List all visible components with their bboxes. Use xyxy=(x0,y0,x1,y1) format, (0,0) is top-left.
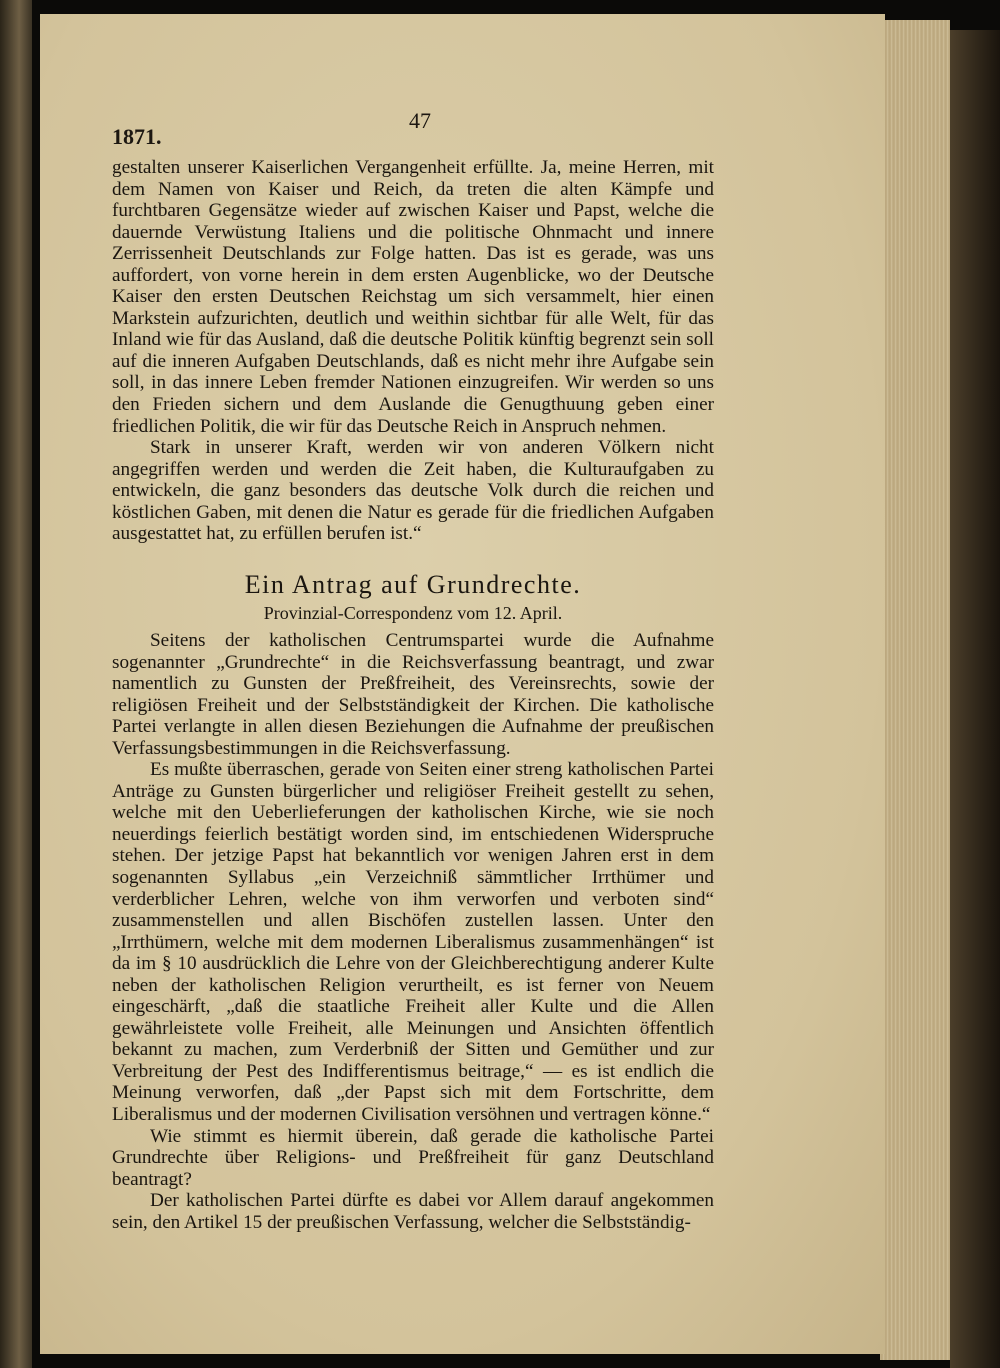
paragraph: gestalten unserer Kaiserlichen Vergangenheit erfüllte. Ja, meine Herren, mit dem Namen von Kaiser und Reich, da treten die alten Kämpfe und furchtbaren Gegensätze wieder auf zwischen Kaiser und Papst, welche die dauernde Verwüstung Italiens und die politische Ohnmacht und innere Zerrissenheit Deutschlands zur Folge hatten. Das ist es gerade, was uns auffordert, von vorne herein in dem ersten Augenblicke, wo der Deutsche Kaiser den ersten Deutschen Reichstag um sich versammelt, hier einen Markstein aufzurichten, deutlich und weithin sichtbar für alle Welt, für das Inland wie für das Ausland, daß die deutsche Politik künftig begrenzt sein soll auf die inneren Aufgaben Deutschlands, daß es nicht mehr ihre Aufgabe sein soll, in das innere Leben fremder Nationen einzugreifen. Wir werden so uns den Frieden sichern und dem Auslande die Genugthuung geben einer friedlichen Politik, die wir für das Deutsche Reich in Anspruch nehmen. xyxy=(112,157,714,437)
running-head-year: 1871. xyxy=(112,124,162,149)
section-subtitle: Provinzial-Correspondenz vom 12. April. xyxy=(263,603,563,623)
adjacent-page-edge xyxy=(0,0,32,1368)
page-number: 47 xyxy=(409,108,431,133)
paragraph: Es mußte überraschen, gerade von Seiten einer streng katholischen Partei Anträge zu Gunsten bürgerlicher und religiöser Freiheit gestellt zu sehen, welche mit den Ueberlieferungen der katholischen Kirche, wie sie noch neuerdings feierlich bestätigt worden sind, im entschiedenen Widerspruche stehen. Der jetzige Papst hat bekanntlich vor wenigen Jahren erst in dem sogenannten Syllabus „ein Verzeichniß sämmtlicher Irrthümer und verderblicher Lehren, welche von ihm verworfen und verboten sind“ zusammenstellen und allen Bischöfen zustellen lassen. Unter den „Irrthümern, welche mit dem modernen Liberalismus zusammenhängen“ ist da im § 10 ausdrücklich die Lehre von der Gleichberechtigung anderer Kulte neben der katholischen Religion verurtheilt, es ist ferner von Neuem eingeschärft, „daß die staatliche Freiheit aller Kulte und die Allen gewährleistete volle Freiheit, alle Meinungen und Ansichten öffentlich bekannt zu machen, zum Verderbniß der Sitten und Gemüther und zur Verbreitung der Pest des Indifferentismus beitrage,“ — es ist endlich die Meinung verworfen, daß „der Papst sich mit dem Fortschritte, dem Liberalismus und der modernen Civilisation versöhnen und vertragen könne.“ xyxy=(112,759,714,1126)
text-block-bottom xyxy=(112,630,714,1233)
paragraph: Stark in unserer Kraft, werden wir von anderen Völkern nicht angegriffen werden und werden die Zeit haben, die Kulturaufgaben zu entwickeln, die ganz besonders das deutsche Volk durch die reichen und köstlichen Gaben, mit denen die Natur es gerade für die friedlichen Aufgaben ausgestattet hat, zu erfüllen berufen ist.“ xyxy=(112,437,714,545)
section-title: Ein Antrag auf Grundrechte. xyxy=(244,570,582,599)
paragraph: Der katholischen Partei dürfte es dabei vor Allem darauf angekommen sein, den Artikel 15 der preußischen Verfassung, welcher die Selbstständig- xyxy=(112,1190,714,1233)
text-block-top xyxy=(112,157,714,545)
paragraph: Wie stimmt es hiermit überein, daß gerade die katholische Partei Grundrechte über Religions- und Preßfreiheit für ganz Deutschland beantragt? xyxy=(112,1125,714,1190)
page-stack-edge xyxy=(880,20,950,1360)
book-binding xyxy=(950,30,1000,1368)
paragraph: Seitens der katholischen Centrumspartei wurde die Aufnahme sogenannter „Grundrechte“ in die Reichsverfassung beantragt, und zwar namentlich zu Gunsten der Preßfreiheit, des Vereinsrechts, sowie der religiösen Freiheit und der Selbstständigkeit der Kirchen. Die katholische Partei verlangte in allen diesen Beziehungen die Aufnahme der preußischen Verfassungsbestimmungen in die Reichsverfassung. xyxy=(112,630,714,759)
